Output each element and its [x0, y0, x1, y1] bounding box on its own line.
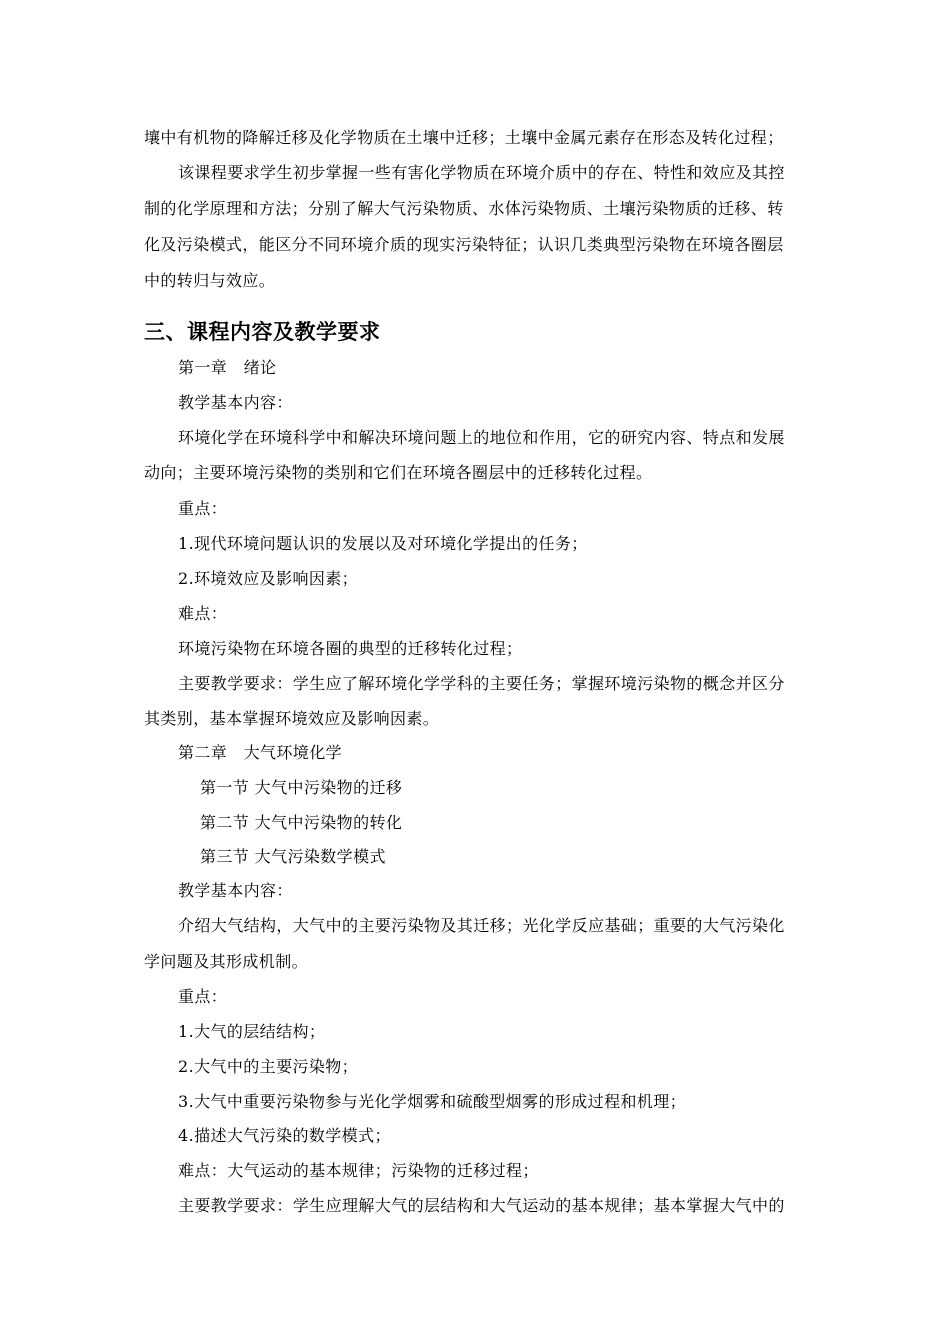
section-title: 第二节 大气中污染物的转化: [200, 813, 403, 832]
list-item: 3.大气中重要污染物参与光化学烟雾和硫酸型烟雾的形成过程和机理；: [178, 1092, 687, 1111]
section-title: 第一节 大气中污染物的迁移: [200, 778, 403, 797]
body-text-line: 学问题及其形成机制。: [144, 952, 309, 971]
body-text-line: 动向；主要环境污染物的类别和它们在环境各圈层中的迁移转化过程。: [144, 463, 653, 482]
body-text-line: 难点：: [178, 604, 228, 623]
list-item: 2.环境效应及影响因素；: [178, 569, 359, 588]
body-text-line: 该课程要求学生初步掌握一些有害化学物质在环境介质中的存在、特性和效应及其控: [178, 163, 785, 182]
body-text-line: 其类别，基本掌握环境效应及影响因素。: [144, 709, 440, 728]
chapter-title: 第一章 绪论: [178, 358, 277, 377]
body-text-line: 重点：: [178, 987, 228, 1006]
list-item: 1.现代环境问题认识的发展以及对环境化学提出的任务；: [178, 534, 588, 553]
body-text-line: 主要教学要求：学生应理解大气的层结构和大气运动的基本规律；基本掌握大气中的: [178, 1196, 785, 1215]
body-text-line: 教学基本内容：: [178, 393, 293, 412]
body-text-line: 介绍大气结构，大气中的主要污染物及其迁移；光化学反应基础；重要的大气污染化: [178, 916, 785, 935]
body-text-line: 化及污染模式，能区分不同环境介质的现实污染特征；认识几类典型污染物在环境各圈层: [144, 235, 784, 254]
section-title: 第三节 大气污染数学模式: [200, 847, 386, 866]
body-text-line: 重点：: [178, 499, 228, 518]
body-text-line: 环境化学在环境科学中和解决环境问题上的地位和作用，它的研究内容、特点和发展: [178, 428, 785, 447]
body-text-line: 中的转归与效应。: [144, 271, 276, 290]
list-item: 1.大气的层结结构；: [178, 1022, 326, 1041]
list-item: 4.描述大气污染的数学模式；: [178, 1126, 391, 1145]
body-text-line: 壤中有机物的降解迁移及化学物质在土壤中迁移；土壤中金属元素存在形态及转化过程；: [144, 128, 784, 147]
body-text-line: 主要教学要求：学生应了解环境化学学科的主要任务；掌握环境污染物的概念并区分: [178, 674, 785, 693]
body-text-line: 制的化学原理和方法；分别了解大气污染物质、水体污染物质、土壤污染物质的迁移、转: [144, 199, 784, 218]
chapter-title: 第二章 大气环境化学: [178, 743, 343, 762]
list-item: 2.大气中的主要污染物；: [178, 1057, 359, 1076]
body-text-line: 环境污染物在环境各圈的典型的迁移转化过程；: [178, 639, 523, 658]
body-text-line: 难点：大气运动的基本规律；污染物的迁移过程；: [178, 1161, 539, 1180]
section-heading: 三、课程内容及教学要求: [144, 320, 381, 344]
body-text-line: 教学基本内容：: [178, 881, 293, 900]
